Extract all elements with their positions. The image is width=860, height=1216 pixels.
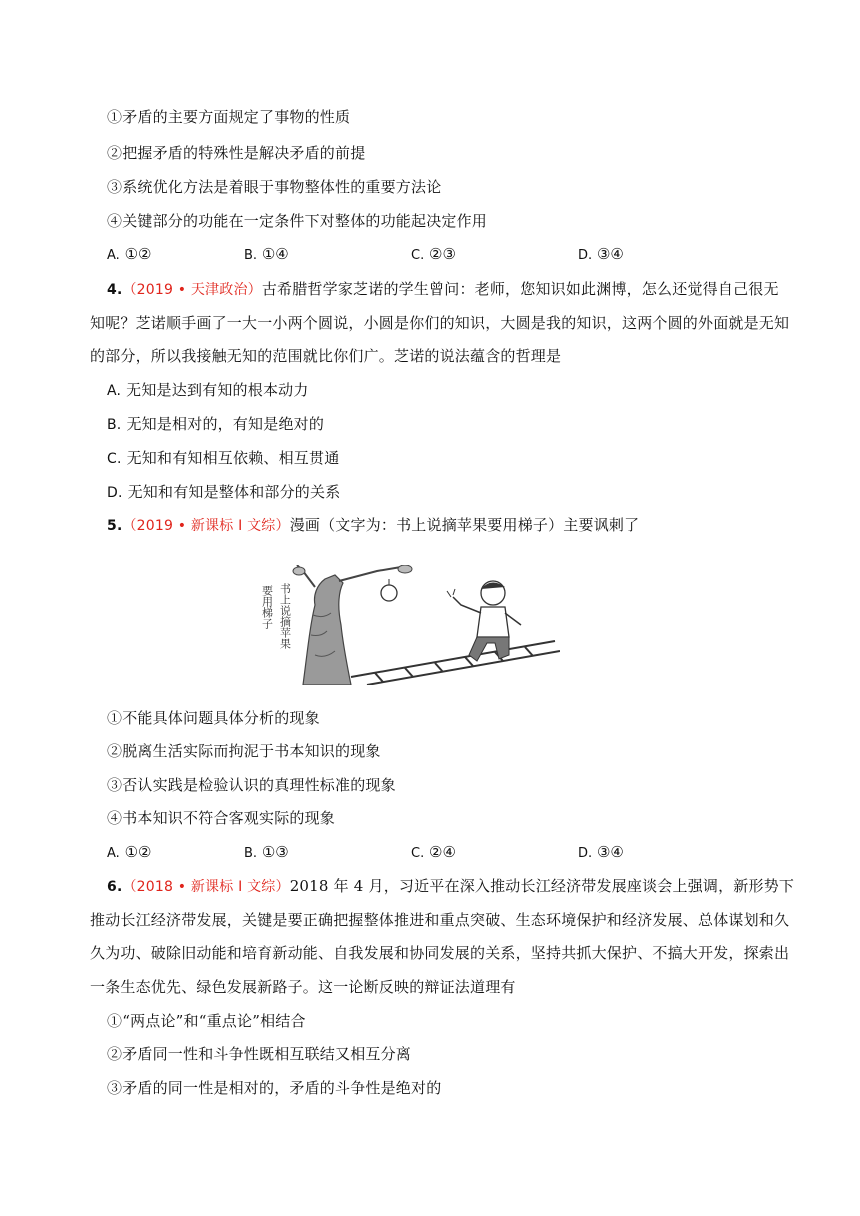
q6-stem-line-2: 推动长江经济带发展，关键是要正确把握整体推进和重点突破、生态环境保护和经济发展、总体谋划和久 [90,911,790,929]
cartoon-caption-1: 书上说摘苹果 [278,583,292,649]
q5-option-d[interactable]: D. ③④ [578,843,624,861]
q4-number: 4. [107,282,123,298]
q5-option-b[interactable]: B. ①③ [244,843,289,861]
q5-option-a[interactable]: A. ①② [107,843,152,861]
q4-choice-c[interactable]: C. 无知和有知相互依赖、相互贯通 [107,449,340,467]
q5-options [107,842,747,862]
q3-statement-1: ①矛盾的主要方面规定了事物的性质 [107,108,351,126]
q3-option-d[interactable]: D. ③④ [578,245,624,263]
q4-stem-line-3: 的部分，所以我接触无知的范围就比你们广。芝诺的说法蕴含的哲理是 [90,347,562,365]
cartoon-caption-2: 要用梯子 [260,585,274,629]
q6-statement-3: ③矛盾的同一性是相对的，矛盾的斗争性是绝对的 [107,1079,442,1097]
q5-statement-2: ②脱离生活实际而拘泥于书本知识的现象 [107,742,381,760]
q5-stem: 5.（2019 • 新课标 I 文综）漫画（文字为：书上说摘苹果要用梯子）主要讽刺了 [107,516,640,534]
q6-number: 6. [107,879,123,895]
q6-stem-line-1: 6.（2018 • 新课标 I 文综）2018 年 4 月，习近平在深入推动长江经济带发展座谈会上强调，新形势下 [107,877,795,895]
q4-choice-d[interactable]: D. 无知和有知是整体和部分的关系 [107,483,341,501]
q3-statement-3: ③系统优化方法是着眼于事物整体性的重要方法论 [107,178,442,196]
q4-choice-b[interactable]: B. 无知是相对的，有知是绝对的 [107,415,325,433]
q3-option-b[interactable]: B. ①④ [244,245,289,263]
q5-number: 5. [107,518,123,534]
q4-choice-a[interactable]: A. 无知是达到有知的根本动力 [107,381,309,399]
q5-statement-3: ③否认实践是检验认识的真理性标准的现象 [107,776,396,794]
q6-statement-1: ①“两点论”和“重点论”相结合 [107,1012,306,1030]
q6-stem-line-4: 一条生态优先、绿色发展新路子。这一论断反映的辩证法道理有 [90,978,516,996]
q6-source: （2018 • 新课标 I 文综） [122,879,290,895]
q4-source: （2019 • 天津政治） [122,282,262,298]
q3-option-a[interactable]: A. ①② [107,245,152,263]
q3-statement-4: ④关键部分的功能在一定条件下对整体的功能起决定作用 [107,212,488,230]
q3-options [107,244,747,264]
q4-stem-line-1: 4.（2019 • 天津政治）古希腊哲学家芝诺的学生曾问：老师，您知识如此渊博，怎么还觉得自己很无 [107,280,779,298]
q6-statement-2: ②矛盾同一性和斗争性既相互联结又相互分离 [107,1045,412,1063]
q5-option-c[interactable]: C. ②④ [411,843,456,861]
cartoon-image [255,565,560,685]
q3-option-c[interactable]: C. ②③ [411,245,456,263]
q5-source: （2019 • 新课标 I 文综） [122,518,290,534]
q5-statement-4: ④书本知识不符合客观实际的现象 [107,809,336,827]
q4-stem-line-2: 知呢？芝诺顺手画了一大一小两个圆说，小圆是你们的知识，大圆是我的知识，这两个圆的外面就是无知 [90,314,790,332]
q5-statement-1: ①不能具体问题具体分析的现象 [107,709,320,727]
q3-statement-2: ②把握矛盾的特殊性是解决矛盾的前提 [107,144,366,162]
q6-stem-line-3: 久为功、破除旧动能和培育新动能、自我发展和协同发展的关系，坚持共抓大保护、不搞大开发，探索出 [90,944,790,962]
